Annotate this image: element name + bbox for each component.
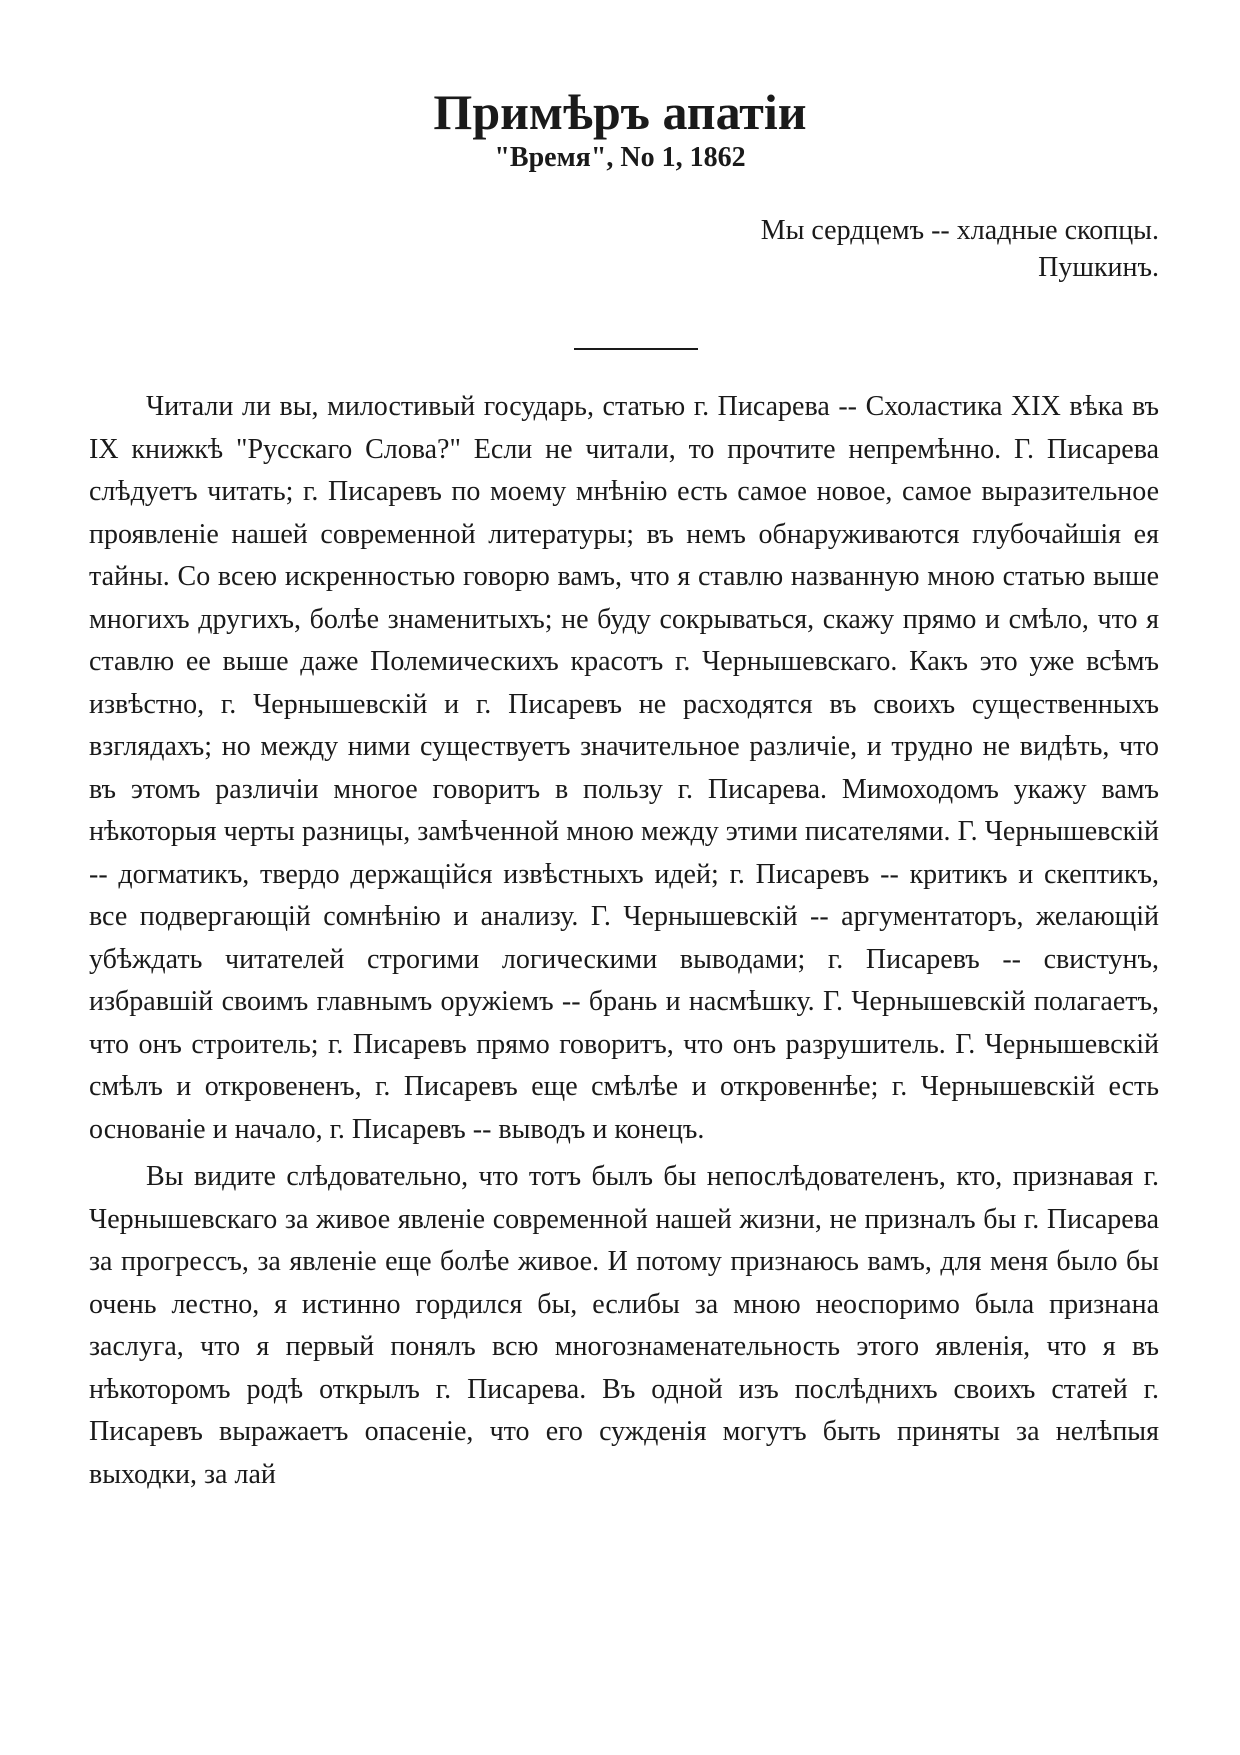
article-body bbox=[89, 386, 1159, 1501]
document-subtitle: "Время", No 1, 1862 bbox=[494, 142, 746, 173]
paragraph: Читали ли вы, милостивый государь, статью г. Писарева -- Схоластика XIX вѣка въ IX книжкѣ "Русскаго Слова?" Если не читали, то прочтите непремѣнно. Г. Писарева слѣдуетъ читать; г. Писаревъ по моему мнѣнію есть самое новое, самое выразительное проявленіе нашей современной литературы; въ немъ обнаруживаются глубочайшія ея тайны. Со всею искренностью говорю вамъ, что я ставлю названную мною статью выше многихъ другихъ, болѣе знаменитыхъ; не буду сокрываться, скажу прямо и смѣло, что я ставлю ее выше даже Полемическихъ красотъ г. Чернышевскаго. Какъ это уже всѣмъ извѣстно, г. Чернышевскій и г. Писаревъ не расходятся въ своихъ существенныхъ взглядахъ; но между ними существуетъ значительное различіе, и трудно не видѣть, что въ этомъ различіи многое говоритъ в пользу г. Писарева. Мимоходомъ укажу вамъ нѣкоторыя черты разницы, замѣченной мною между этими писателями. Г. Чернышевскій -- догматикъ, твердо держащійся извѣстныхъ идей; г. Писаревъ -- критикъ и скептикъ, все подвергающій сомнѣнію и анализу. Г. Чернышевскій -- аргументаторъ, желающій убѣждать читателей строгими логическими выводами; г. Писаревъ -- свистунъ, избравшій своимъ главнымъ оружіемъ -- брань и насмѣшку. Г. Чернышевскій полагаетъ, что онъ строитель; г. Писаревъ прямо говоритъ, что онъ разрушитель. Г. Чернышевскій смѣлъ и откровененъ, г. Писаревъ еще смѣлѣе и откровеннѣе; г. Чернышевскій есть основаніе и начало, г. Писаревъ -- выводъ и конецъ. bbox=[89, 391, 1159, 1145]
paragraph: Вы видите слѣдовательно, что тотъ былъ бы непослѣдователенъ, кто, признавая г. Чернышевскаго за живое явленіе современной нашей жизни, не призналъ бы г. Писарева за прогрессъ, за явленіе еще болѣе живое. И потому признаюсь вамъ, для меня было бы очень лестно, я истинно гордился бы, еслибы за мною неоспоримо была признана заслуга, что я первый понялъ всю многознаменательность этого явленія, что я въ нѣкоторомъ родѣ открылъ г. Писарева. Въ одной изъ послѣднихъ своихъ статей г. Писаревъ выражаетъ опасеніе, что его сужденія могутъ быть приняты за нелѣпыя выходки, за лай bbox=[89, 1161, 1159, 1490]
document-title: Примѣръ апатіи bbox=[433, 84, 807, 140]
epigraph bbox=[761, 212, 1159, 286]
epigraph-quote: Мы сердцемъ -- хладные скопцы. bbox=[760, 215, 1159, 246]
section-separator bbox=[574, 348, 698, 350]
epigraph-author: Пушкинъ. bbox=[1038, 252, 1159, 283]
